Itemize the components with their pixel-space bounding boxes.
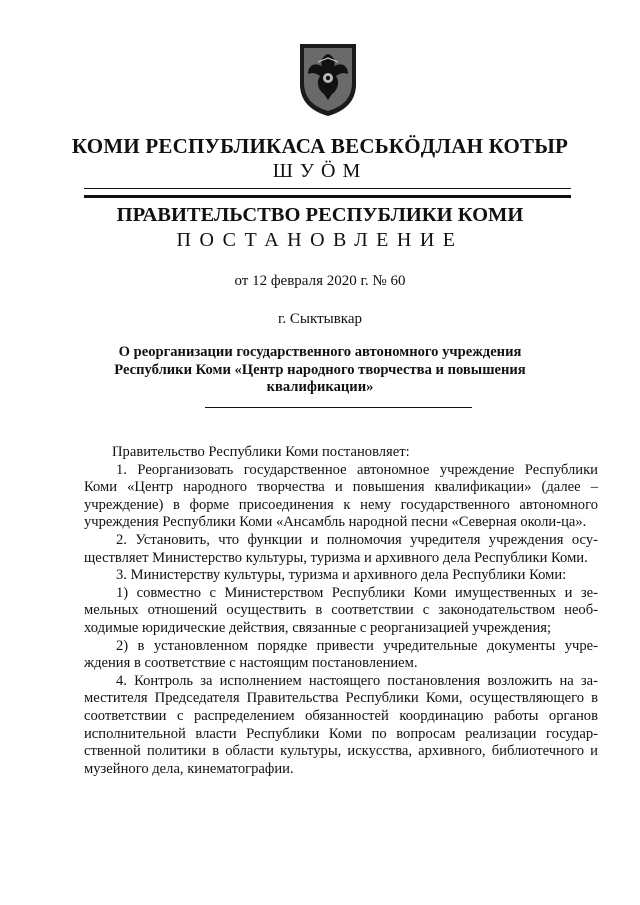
russian-government-title: ПРАВИТЕЛЬСТВО РЕСПУБЛИКИ КОМИ [116, 204, 524, 226]
decree-subject [0, 344, 640, 397]
subject-line: квалификации» [266, 379, 374, 395]
russian-decree-subtitle: ПОСТАНОВЛЕНИЕ [176, 229, 464, 251]
subject-divider [205, 407, 472, 408]
body-intro: Правительство Республики Коми постановляет: [112, 444, 410, 460]
komi-coat-of-arms-icon [296, 38, 360, 118]
decree-body [84, 444, 598, 778]
body-paragraph-2: 2. Установить, что функции и полномочия учредителя учреждения осу-ществляет Министерство культуры, туризма и архивного дела Республики Коми. [84, 531, 598, 566]
decree-date-number: от 12 февраля 2020 г. № 60 [234, 273, 406, 289]
body-paragraph-3: 3. Министерству культуры, туризма и архивного дела Республики Коми: [116, 567, 567, 584]
decree-city: г. Сыктывкар [277, 311, 363, 327]
body-paragraph-3-1: 1) совместно с Министерством Республики Коми имущественных и зе-мельных отношений осуществить в соответствии с законодательством необ-ходимые юридические действия, связанные с реорганизацией учреждения; [84, 584, 598, 636]
subject-line: О реорганизации государственного автономного учреждения [118, 344, 522, 360]
header-double-divider [84, 188, 571, 198]
body-paragraph-4: 4. Контроль за исполнением настоящего постановления возложить на за-местителя Председателя Правительства Республики Коми, осуществляющего в соответствии с распределением обязанностей координацию работы органов исполнительной власти Республики Коми по вопросам реализации государ-ственной политики в области культуры, искусства, архивного, библиотечного и музейного дела, кинематографии. [84, 672, 598, 777]
body-paragraph-1: 1. Реорганизовать государственное автономное учреждение Республики Коми «Центр народного творчества и повышения квалификации» (далее – учреждение) в форме присоединения к нему государственного автономного учреждения Республики Коми «Ансамбль народной песни «Северная околи-ца». [84, 461, 598, 531]
subject-line: Республики Коми «Центр народного творчества и повышения [114, 361, 526, 378]
komi-decree-subtitle: ШУÖМ [272, 160, 368, 182]
komi-government-title: КОМИ РЕСПУБЛИКАСА ВЕСЬКÖДЛАН КОТЫР [71, 134, 569, 158]
body-paragraph-3-2: 2) в установленном порядке привести учредительные документы учре-ждения в соответствие с настоящим постановлением. [84, 637, 598, 672]
